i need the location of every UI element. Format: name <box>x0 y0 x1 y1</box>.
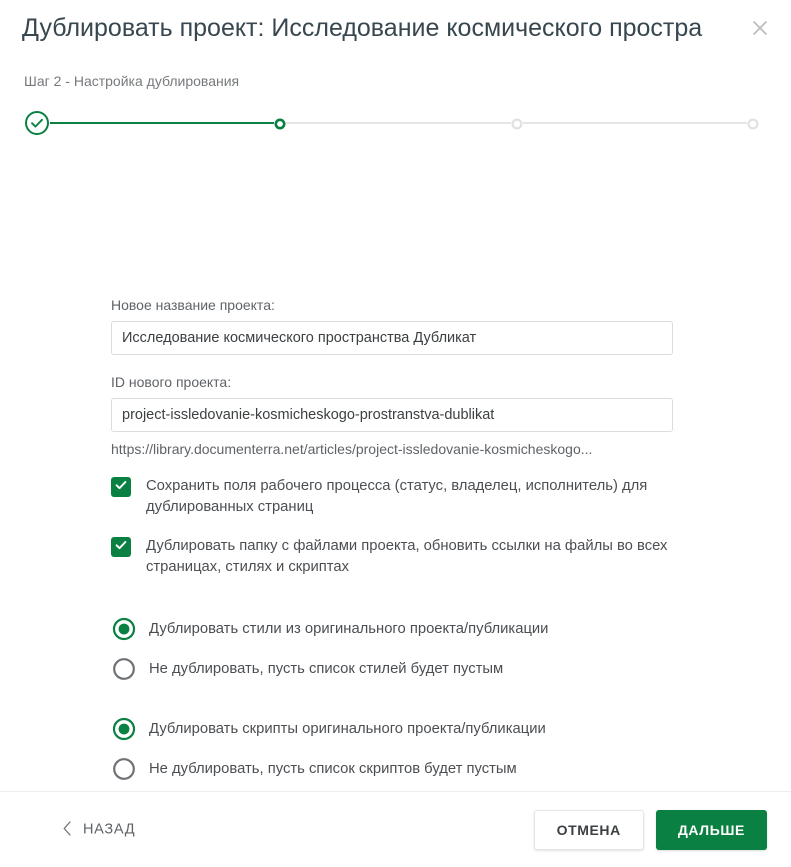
styles-duplicate-radio[interactable] <box>111 616 137 642</box>
options-list <box>111 476 673 782</box>
close-icon <box>749 17 771 39</box>
cancel-button[interactable]: ОТМЕНА <box>534 810 644 850</box>
dialog-body <box>0 56 791 867</box>
project-name-label: Новое название проекта: <box>111 297 275 313</box>
duplicate-settings-form <box>111 296 673 796</box>
radio-row-styles-duplicate[interactable] <box>111 616 673 642</box>
scripts-empty-radio[interactable] <box>111 756 137 782</box>
close-button[interactable] <box>745 13 775 43</box>
chevron-left-icon <box>62 820 73 839</box>
dialog-header <box>0 0 791 56</box>
back-button-label: НАЗАД <box>83 821 136 838</box>
checkbox-row-workflow-fields[interactable] <box>111 476 673 518</box>
next-button[interactable]: ДАЛЬШЕ <box>656 810 767 850</box>
duplicate-files-folder-checkbox[interactable] <box>111 537 131 557</box>
workflow-fields-checkbox[interactable] <box>111 477 131 497</box>
workflow-fields-label: Сохранить поля рабочего процесса (статус, владелец, исполнитель) для дублированных страниц <box>146 478 648 515</box>
check-icon <box>114 478 128 497</box>
radio-row-scripts-duplicate[interactable] <box>111 716 673 742</box>
spacer <box>111 696 673 716</box>
scripts-duplicate-label: Дублировать скрипты оригинального проекта/публикации <box>149 720 546 737</box>
project-id-label: ID нового проекта: <box>111 374 232 390</box>
styles-empty-label: Не дублировать, пусть список стилей будет пустым <box>149 660 504 677</box>
checkbox-row-duplicate-files-folder[interactable] <box>111 536 673 578</box>
step-label: Шаг 2 - Настройка дублирования <box>24 73 240 89</box>
project-id-input[interactable] <box>111 398 673 432</box>
project-id-field-block <box>111 373 673 458</box>
project-url-hint: https://library.documenterra.net/articles/project-issledovanie-kosmicheskogo... <box>111 441 593 457</box>
spacer <box>111 596 673 616</box>
radio-row-scripts-empty[interactable] <box>111 756 673 782</box>
duplicate-files-folder-label: Дублировать папку с файлами проекта, обновить ссылки на файлы во всех страницах, стилях и скриптах <box>146 538 668 575</box>
radio-row-styles-empty[interactable] <box>111 656 673 682</box>
project-name-input[interactable] <box>111 321 673 355</box>
page-title: Дублировать проект: Исследование космического простра <box>22 14 703 42</box>
styles-duplicate-label: Дублировать стили из оригинального проекта/публикации <box>149 620 549 637</box>
footer-actions <box>534 810 767 850</box>
scripts-empty-label: Не дублировать, пусть список скриптов будет пустым <box>149 760 517 777</box>
project-name-field-block <box>111 296 673 355</box>
dialog-footer <box>0 791 791 867</box>
styles-empty-radio[interactable] <box>111 656 137 682</box>
back-button[interactable] <box>60 816 137 843</box>
check-icon <box>114 538 128 557</box>
scripts-duplicate-radio[interactable] <box>111 716 137 742</box>
